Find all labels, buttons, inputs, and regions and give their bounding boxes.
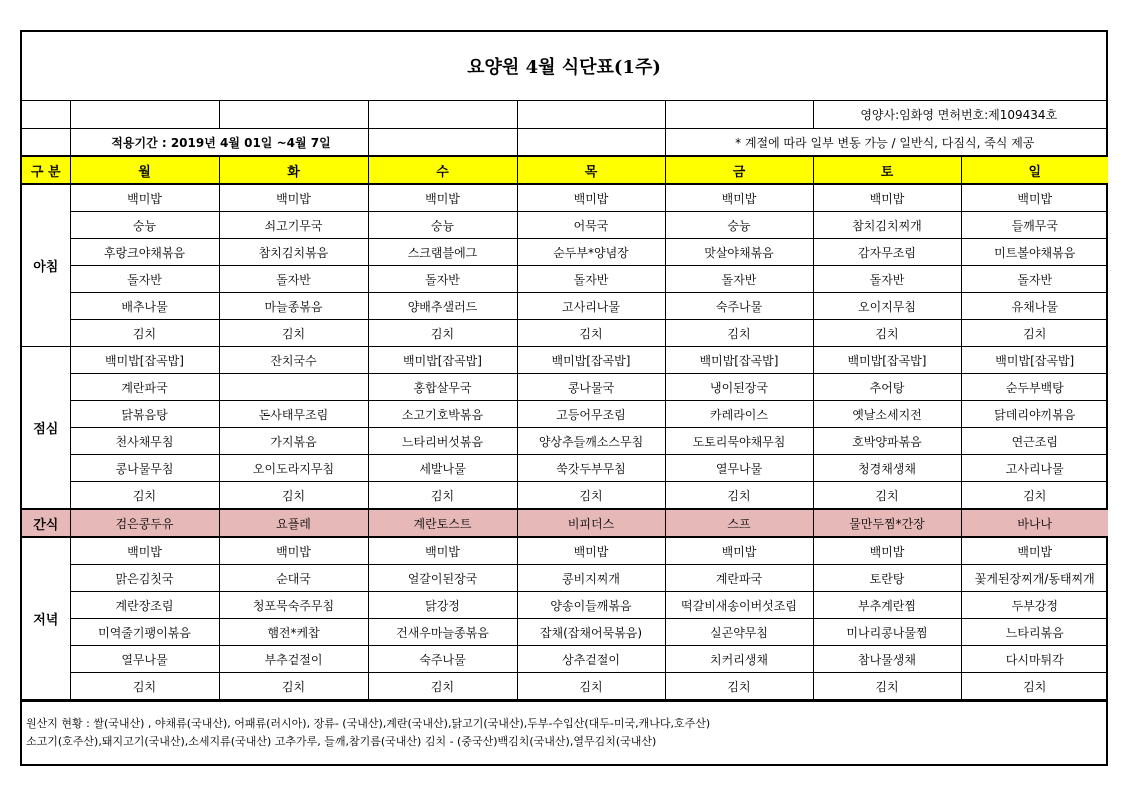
lunch-item-mon: 백미밥[잡곡밥]	[70, 347, 219, 374]
dinner-item-mon: 계란장조림	[70, 592, 219, 619]
breakfast-item-sat: 김치	[813, 320, 961, 347]
breakfast-item-mon: 숭늉	[70, 212, 219, 239]
breakfast-item-tue: 참치김치볶음	[219, 239, 368, 266]
dinner-item-sun: 다시마튀각	[961, 646, 1108, 673]
dinner-item-wed: 김치	[368, 673, 517, 700]
breakfast-item-sun: 유채나물	[961, 293, 1108, 320]
dinner-item-fri: 백미밥	[665, 537, 813, 565]
lunch-item-tue: 돈사태무조림	[219, 401, 368, 428]
lunch-item-fri: 백미밥[잡곡밥]	[665, 347, 813, 374]
dinner-item-mon: 김치	[70, 673, 219, 700]
lunch-item-sat: 옛날소세지전	[813, 401, 961, 428]
breakfast-item-tue: 백미밥	[219, 184, 368, 212]
dinner-item-sun: 꽃게된장찌개/동태찌개	[961, 565, 1108, 592]
blank-cell	[368, 101, 517, 129]
breakfast-item-sat: 돌자반	[813, 266, 961, 293]
lunch-item-sat: 청경채생채	[813, 455, 961, 482]
dinner-row	[22, 646, 1108, 673]
dinner-item-wed: 백미밥	[368, 537, 517, 565]
breakfast-item-mon: 백미밥	[70, 184, 219, 212]
breakfast-item-fri: 숭늉	[665, 212, 813, 239]
origin-line-2: 소고기(호주산),돼지고기(국내산),소세지류(국내산) 고추가루, 들깨,참기름(국내산) 김치 - (중국산)백김치(국내산),열무김치(국내산)	[26, 735, 657, 748]
lunch-item-fri: 도토리묵야채무침	[665, 428, 813, 455]
breakfast-item-mon: 돌자반	[70, 266, 219, 293]
lunch-row	[22, 374, 1108, 401]
breakfast-item-fri: 돌자반	[665, 266, 813, 293]
lunch-item-wed: 김치	[368, 482, 517, 510]
lunch-row	[22, 401, 1108, 428]
breakfast-item-thu: 순두부*양념장	[517, 239, 665, 266]
snack-item-fri: 스프	[665, 509, 813, 537]
lunch-row	[22, 428, 1108, 455]
dinner-item-sat: 미나리콩나물찜	[813, 619, 961, 646]
dinner-item-tue: 김치	[219, 673, 368, 700]
breakfast-item-sun: 백미밥	[961, 184, 1108, 212]
dinner-item-sat: 김치	[813, 673, 961, 700]
breakfast-item-wed: 양배추샐러드	[368, 293, 517, 320]
blank-cell	[665, 101, 813, 129]
dinner-item-mon: 열무나물	[70, 646, 219, 673]
lunch-item-fri: 냉이된장국	[665, 374, 813, 401]
lunch-item-sun: 순두부백탕	[961, 374, 1108, 401]
breakfast-item-sun: 들깨무국	[961, 212, 1108, 239]
lunch-item-thu: 콩나물국	[517, 374, 665, 401]
info-row-period	[22, 129, 1108, 157]
lunch-item-wed: 세발나물	[368, 455, 517, 482]
dinner-row	[22, 565, 1108, 592]
breakfast-item-sat: 참치김치찌개	[813, 212, 961, 239]
breakfast-item-mon: 김치	[70, 320, 219, 347]
snack-item-wed: 계란토스트	[368, 509, 517, 537]
dinner-row	[22, 619, 1108, 646]
lunch-item-mon: 닭볶음탕	[70, 401, 219, 428]
dinner-item-sat: 부추계란찜	[813, 592, 961, 619]
dinner-item-wed: 닭강정	[368, 592, 517, 619]
breakfast-row	[22, 184, 1108, 212]
dinner-item-fri: 실곤약무침	[665, 619, 813, 646]
lunch-item-sun: 고사리나물	[961, 455, 1108, 482]
dinner-item-fri: 떡갈비새송이버섯조림	[665, 592, 813, 619]
blank-cell	[22, 129, 70, 157]
breakfast-item-sun: 김치	[961, 320, 1108, 347]
breakfast-row	[22, 266, 1108, 293]
breakfast-item-mon: 배추나물	[70, 293, 219, 320]
lunch-item-thu: 양상추들깨소스무침	[517, 428, 665, 455]
lunch-item-tue	[219, 374, 368, 401]
breakfast-item-wed: 김치	[368, 320, 517, 347]
lunch-item-wed: 소고기호박볶음	[368, 401, 517, 428]
lunch-row	[22, 455, 1108, 482]
dinner-item-thu: 김치	[517, 673, 665, 700]
dinner-item-thu: 백미밥	[517, 537, 665, 565]
dinner-item-tue: 부추겉절이	[219, 646, 368, 673]
menu-table-body	[22, 101, 1108, 700]
blank-cell	[70, 101, 219, 129]
header-category: 구 분	[22, 156, 70, 184]
dinner-item-tue: 햄전*케찹	[219, 619, 368, 646]
dinner-item-fri: 계란파국	[665, 565, 813, 592]
header-day-fri: 금	[665, 156, 813, 184]
origin-line-1: 원산지 현황 : 쌀(국내산) , 야채류(국내산), 어패류(러시아), 장류- (국내산),계란(국내산),닭고기(국내산),두부-수입산(대두-미국,캐나다,호주산)	[26, 717, 711, 730]
lunch-item-fri: 열무나물	[665, 455, 813, 482]
breakfast-item-tue: 마늘종볶음	[219, 293, 368, 320]
lunch-item-sun: 백미밥[잡곡밥]	[961, 347, 1108, 374]
lunch-item-sun: 닭데리야끼볶음	[961, 401, 1108, 428]
breakfast-item-thu: 김치	[517, 320, 665, 347]
lunch-row	[22, 482, 1108, 510]
breakfast-row	[22, 293, 1108, 320]
notice-text: * 계절에 따라 일부 변동 가능 / 일반식, 다짐식, 죽식 제공	[665, 129, 1108, 157]
dinner-item-thu: 양송이들깨볶음	[517, 592, 665, 619]
snack-item-thu: 비피더스	[517, 509, 665, 537]
breakfast-row	[22, 239, 1108, 266]
dinner-item-wed: 건새우마늘종볶음	[368, 619, 517, 646]
dinner-label: 저녁	[22, 537, 70, 700]
lunch-item-wed: 느타리버섯볶음	[368, 428, 517, 455]
info-row-nutritionist	[22, 101, 1108, 129]
breakfast-item-sat: 백미밥	[813, 184, 961, 212]
breakfast-item-fri: 맛살야채볶음	[665, 239, 813, 266]
page-title: 요양원 4월 식단표(1주)	[467, 57, 661, 78]
snack-label: 간식	[22, 509, 70, 537]
lunch-item-thu: 쑥갓두부무침	[517, 455, 665, 482]
lunch-item-thu: 고등어무조림	[517, 401, 665, 428]
origin-notes	[22, 700, 1106, 751]
lunch-item-thu: 백미밥[잡곡밥]	[517, 347, 665, 374]
lunch-item-sun: 김치	[961, 482, 1108, 510]
breakfast-item-wed: 스크램블에그	[368, 239, 517, 266]
title-row	[22, 32, 1106, 101]
dinner-item-sun: 두부강정	[961, 592, 1108, 619]
lunch-item-sat: 호박양파볶음	[813, 428, 961, 455]
header-day-wed: 수	[368, 156, 517, 184]
dinner-item-tue: 백미밥	[219, 537, 368, 565]
menu-sheet	[20, 30, 1108, 766]
dinner-row	[22, 592, 1108, 619]
snack-row	[22, 509, 1108, 537]
breakfast-item-tue: 돌자반	[219, 266, 368, 293]
breakfast-item-tue: 김치	[219, 320, 368, 347]
dinner-item-wed: 얼갈이된장국	[368, 565, 517, 592]
dinner-item-thu: 콩비지찌개	[517, 565, 665, 592]
dinner-item-sun: 느타리볶음	[961, 619, 1108, 646]
lunch-item-tue: 김치	[219, 482, 368, 510]
header-row	[22, 156, 1108, 184]
blank-cell	[517, 129, 665, 157]
lunch-item-mon: 콩나물무침	[70, 455, 219, 482]
lunch-item-fri: 김치	[665, 482, 813, 510]
breakfast-row	[22, 212, 1108, 239]
dinner-item-wed: 숙주나물	[368, 646, 517, 673]
nutritionist-info: 영양사:임화영 면허번호:제109434호	[813, 101, 1108, 129]
lunch-item-sat: 추어탕	[813, 374, 961, 401]
header-day-sat: 토	[813, 156, 961, 184]
dinner-row	[22, 673, 1108, 700]
breakfast-item-fri: 김치	[665, 320, 813, 347]
dinner-item-sat: 토란탕	[813, 565, 961, 592]
applicable-period: 적용기간 : 2019년 4월 01일 ~4월 7일	[70, 129, 368, 157]
dinner-item-sun: 백미밥	[961, 537, 1108, 565]
blank-cell	[22, 101, 70, 129]
dinner-item-thu: 상추겉절이	[517, 646, 665, 673]
dinner-item-mon: 미역줄기팽이볶음	[70, 619, 219, 646]
menu-table	[22, 100, 1108, 700]
breakfast-item-tue: 쇠고기무국	[219, 212, 368, 239]
lunch-item-wed: 백미밥[잡곡밥]	[368, 347, 517, 374]
blank-cell	[219, 101, 368, 129]
dinner-item-tue: 청포묵숙주무침	[219, 592, 368, 619]
breakfast-item-sun: 미트볼야채볶음	[961, 239, 1108, 266]
breakfast-item-thu: 어묵국	[517, 212, 665, 239]
breakfast-row	[22, 320, 1108, 347]
breakfast-item-sat: 감자무조림	[813, 239, 961, 266]
header-day-tue: 화	[219, 156, 368, 184]
breakfast-item-sun: 돌자반	[961, 266, 1108, 293]
breakfast-item-fri: 숙주나물	[665, 293, 813, 320]
breakfast-item-thu: 돌자반	[517, 266, 665, 293]
header-day-thu: 목	[517, 156, 665, 184]
lunch-label: 점심	[22, 347, 70, 510]
snack-item-sat: 물만두찜*간장	[813, 509, 961, 537]
lunch-row	[22, 347, 1108, 374]
dinner-item-sun: 김치	[961, 673, 1108, 700]
lunch-item-wed: 홍합살무국	[368, 374, 517, 401]
blank-cell	[368, 129, 517, 157]
breakfast-label: 아침	[22, 184, 70, 347]
lunch-item-tue: 가지볶음	[219, 428, 368, 455]
lunch-item-mon: 천사채무침	[70, 428, 219, 455]
snack-item-mon: 검은콩두유	[70, 509, 219, 537]
lunch-item-tue: 잔치국수	[219, 347, 368, 374]
lunch-item-sat: 김치	[813, 482, 961, 510]
breakfast-item-fri: 백미밥	[665, 184, 813, 212]
breakfast-item-wed: 돌자반	[368, 266, 517, 293]
breakfast-item-wed: 백미밥	[368, 184, 517, 212]
lunch-item-thu: 김치	[517, 482, 665, 510]
dinner-item-fri: 김치	[665, 673, 813, 700]
dinner-item-thu: 잡채(잡채어묵볶음)	[517, 619, 665, 646]
blank-cell	[517, 101, 665, 129]
breakfast-item-thu: 백미밥	[517, 184, 665, 212]
breakfast-item-sat: 오이지무침	[813, 293, 961, 320]
lunch-item-sun: 연근조림	[961, 428, 1108, 455]
lunch-item-sat: 백미밥[잡곡밥]	[813, 347, 961, 374]
dinner-item-tue: 순대국	[219, 565, 368, 592]
breakfast-item-mon: 후랑크야채볶음	[70, 239, 219, 266]
dinner-item-fri: 치커리생채	[665, 646, 813, 673]
lunch-item-mon: 계란파국	[70, 374, 219, 401]
lunch-item-mon: 김치	[70, 482, 219, 510]
snack-item-sun: 바나나	[961, 509, 1108, 537]
snack-item-tue: 요플레	[219, 509, 368, 537]
breakfast-item-thu: 고사리나물	[517, 293, 665, 320]
dinner-item-sat: 참나물생채	[813, 646, 961, 673]
header-day-mon: 월	[70, 156, 219, 184]
dinner-item-mon: 백미밥	[70, 537, 219, 565]
dinner-row	[22, 537, 1108, 565]
breakfast-item-wed: 숭늉	[368, 212, 517, 239]
dinner-item-sat: 백미밥	[813, 537, 961, 565]
header-day-sun: 일	[961, 156, 1108, 184]
dinner-item-mon: 맑은김칫국	[70, 565, 219, 592]
lunch-item-tue: 오이도라지무침	[219, 455, 368, 482]
lunch-item-fri: 카레라이스	[665, 401, 813, 428]
